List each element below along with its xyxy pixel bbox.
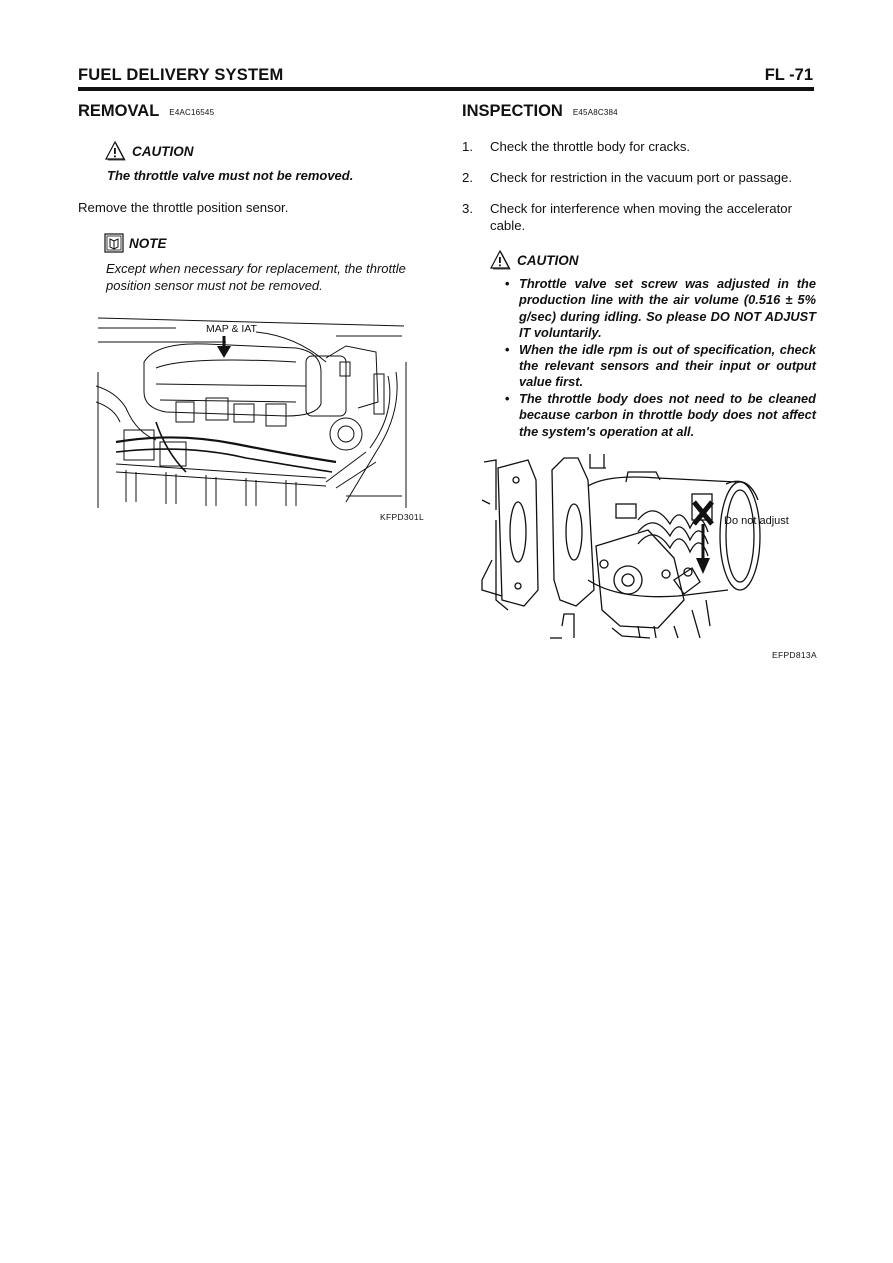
page-section-title: FUEL DELIVERY SYSTEM: [78, 66, 284, 84]
removal-instruction: Remove the throttle position sensor.: [78, 200, 289, 215]
list-item: 1. Check the throttle body for cracks.: [462, 139, 691, 154]
removal-caution-text: The throttle valve must not be removed.: [107, 168, 354, 183]
header-rule: [78, 87, 814, 91]
map-iat-label: MAP & IAT: [206, 323, 257, 335]
engine-bay-figure: [96, 312, 408, 508]
inspection-caution-label: CAUTION: [517, 252, 579, 268]
removal-note-text: Except when necessary for replacement, the throttle position sensor must not be removed.: [106, 261, 406, 293]
caution-icon: [489, 249, 511, 271]
removal-note-label: NOTE: [129, 235, 167, 251]
throttle-body-figure: [478, 450, 812, 646]
removal-code: E4AC16545: [169, 108, 215, 117]
caution-icon: [104, 140, 126, 162]
removal-caution-header: [104, 140, 194, 162]
removal-note-header: [104, 233, 167, 253]
inspection-caution-list: [505, 276, 816, 440]
inspection-caution-header: [489, 249, 579, 271]
inspection-heading: [462, 102, 618, 121]
removal-heading: [78, 102, 214, 121]
inspection-figure-code: EFPD813A: [772, 650, 817, 660]
list-item: 2. Check for restriction in the vacuum port or passage.: [462, 170, 792, 185]
list-item: • Throttle valve set screw was adjusted in the production line with the air volume (0.516 ± 5% g/sec) during idling. So please DO NOT ADJUST IT voluntarily.: [505, 276, 816, 341]
note-book-icon: [104, 233, 124, 253]
removal-title: REMOVAL: [78, 102, 160, 120]
list-item: 3. Check for interference when moving the accelerator cable.: [462, 201, 792, 233]
removal-figure-code: KFPD301L: [380, 512, 424, 522]
list-item: • The throttle body does not need to be cleaned because carbon in throttle body does not affect the system's operation at all.: [505, 390, 816, 439]
inspection-steps: [462, 138, 816, 234]
do-not-adjust-label: Do not adjust: [724, 515, 789, 527]
page-number: FL -71: [764, 66, 813, 84]
list-item: • When the idle rpm is out of specification, check the relevant sensors and their input or output value first.: [505, 341, 816, 390]
inspection-title: INSPECTION: [462, 102, 563, 120]
inspection-code: E45A8C384: [572, 108, 618, 117]
removal-caution-label: CAUTION: [132, 143, 194, 159]
